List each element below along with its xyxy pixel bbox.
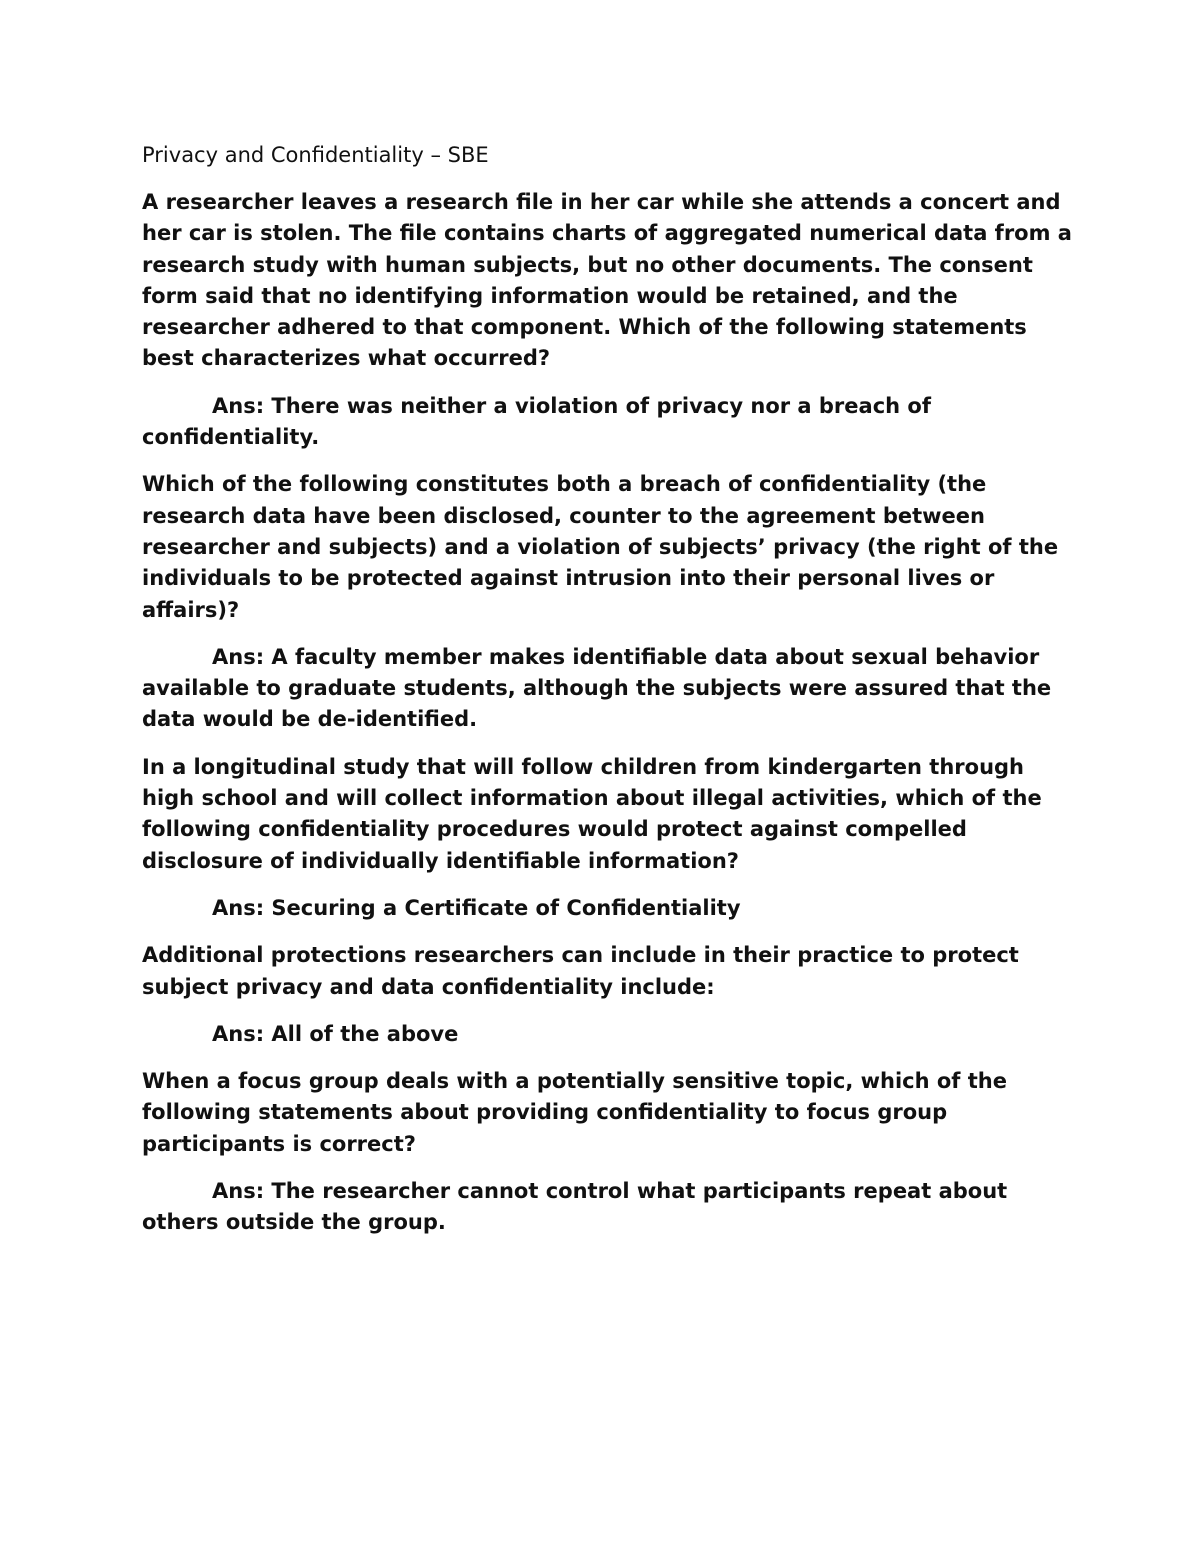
- question-3: In a longitudinal study that will follow children from kindergarten through high school and will collect information about illegal activities, which of the following confidentiality procedures would protect against compelled disclosure of individually identifiable information?: [142, 754, 1042, 873]
- answer-4: Ans: All of the above: [212, 1021, 459, 1046]
- question-4: Additional protections researchers can include in their practice to protect subject privacy and data confidentiality include:: [142, 943, 1019, 999]
- document-page: [142, 140, 1072, 1255]
- answer-3: Ans: Securing a Certificate of Confidentiality: [212, 895, 741, 920]
- question-1: A researcher leaves a research file in her car while she attends a concert and her car is stolen. The file contains charts of aggregated numerical data from a research study with human subjects, but no other documents. The consent form said that no identifying information would be retained, and the researcher adhered to that component. Which of the following statements best characterizes what occurred?: [142, 190, 1072, 371]
- question-2: Which of the following constitutes both a breach of confidentiality (the research data have been disclosed, counter to the agreement between researcher and subjects) and a violation of subjects’ privacy (the right of the individuals to be protected against intrusion into their personal lives or affairs)?: [142, 472, 1059, 622]
- answer-1: Ans: There was neither a violation of privacy nor a breach of confidentiality.: [142, 393, 931, 450]
- document-title: Privacy and Confidentiality – SBE: [142, 143, 489, 167]
- question-5: When a focus group deals with a potentially sensitive topic, which of the following statements about providing confidentiality to focus group participants is correct?: [142, 1069, 1007, 1156]
- answer-2: Ans: A faculty member makes identifiable data about sexual behavior available to graduate students, although the subjects were assured that the data would be de-identified.: [142, 644, 1052, 732]
- answer-5: Ans: The researcher cannot control what participants repeat about others outside the group.: [142, 1179, 1008, 1235]
